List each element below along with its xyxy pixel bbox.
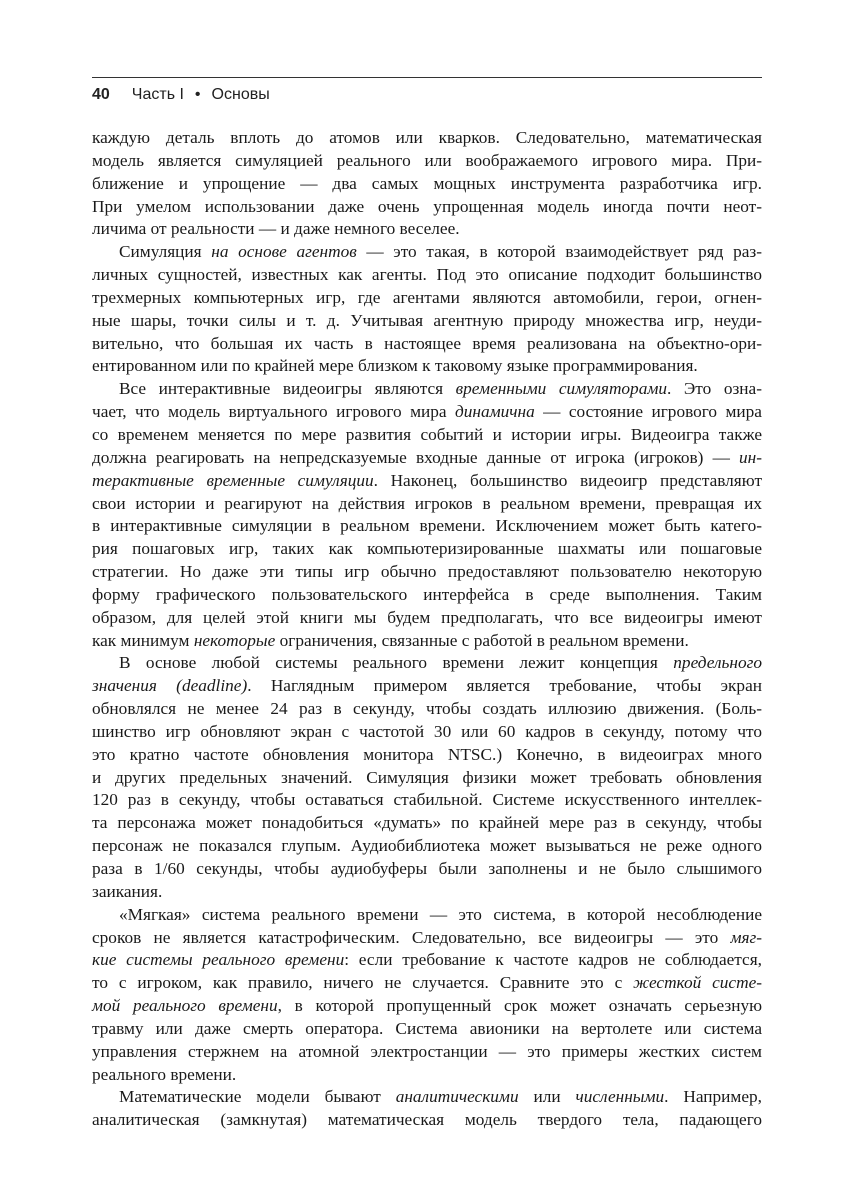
text-line: [92, 949, 762, 972]
paragraph: [92, 378, 762, 652]
text-line: [92, 218, 762, 241]
text-run: трехмерных компьютерных игр, где агентами являются автомобили, герои, огнен-: [92, 287, 762, 307]
text-run: . Наглядным примером является требование, чтобы экран: [247, 676, 762, 696]
text-run: управления стержнем на атомной электростанции — это примеры жестких систем: [92, 1041, 762, 1061]
text-run: При умелом использовании даже очень упрощенная модель иногда почти неот-: [92, 196, 762, 216]
text-run: ентированном или по крайней мере близком к таковому языке программирования.: [92, 356, 698, 376]
text-run: свои истории и реагируют на действия игроков в реальном времени, превращая их: [92, 493, 762, 513]
text-line: [92, 972, 762, 995]
section-label: Основы: [211, 86, 270, 103]
text-run: или: [518, 1087, 576, 1107]
text-line: [92, 927, 762, 950]
paragraph: [92, 904, 762, 1087]
italic-term: терактивные временные симуляции: [92, 470, 374, 490]
text-run: обновлялся не менее 24 раз в секунду, чтобы создать иллюзию движения. (Боль-: [92, 699, 762, 719]
text-line: [92, 333, 762, 356]
text-run: реального времени.: [92, 1064, 237, 1084]
text-run: и других предельных значений. Симуляция физики может требовать обновления: [92, 767, 762, 787]
text-run: травму или даже смерть оператора. Система авионики на вертолете или система: [92, 1018, 762, 1038]
text-line: [92, 1018, 762, 1041]
text-run: раза в 1/60 секунды, чтобы аудиобуферы были заполнены и не было слышимого: [92, 859, 762, 878]
text-run: образом, для целей этой книги мы будем предполагать, что все видеоигры имеют: [92, 607, 762, 627]
text-run: Симуляция: [119, 242, 212, 262]
text-run: «Мягкая» система реального времени — это система, в которой несоблюдение: [119, 904, 762, 924]
body-text: [92, 127, 762, 1132]
paragraph: [92, 1086, 762, 1132]
text-run: шинство игр обновляют экран с частотой 30 или 60 кадров в секунду, потому что: [92, 721, 762, 741]
text-run: это кратно частоте обновления монитора NTSC.) Конечно, в видеоиграх много: [92, 744, 762, 764]
text-line: [92, 378, 762, 401]
italic-term: жесткой систе-: [633, 973, 763, 993]
text-run: личных сущностей, известных как агенты. Под это описание подходит большинство: [92, 265, 762, 285]
running-header: [92, 84, 762, 106]
paragraph: [92, 241, 762, 378]
text-line: [92, 173, 762, 196]
text-run: . Например,: [664, 1087, 762, 1107]
text-run: каждую деталь вплоть до атомов или кварков. Следовательно, математическая: [92, 128, 762, 147]
text-line: [92, 904, 762, 927]
text-run: стратегии. Но даже эти типы игр обычно предоставляют пользователю некоторую: [92, 562, 762, 582]
italic-term: значения (deadline): [92, 676, 248, 696]
italic-term: предельного: [673, 653, 762, 673]
text-run: В основе любой системы реального времени лежит концепция: [119, 653, 674, 673]
part-label: Часть I: [131, 86, 184, 103]
text-run: аналитическая (замкнутая) математическая модель твердого тела, падающего: [92, 1110, 762, 1130]
text-run: Математические модели бывают: [119, 1087, 396, 1107]
text-line: [92, 493, 762, 516]
text-line: [92, 767, 762, 790]
text-line: [92, 744, 762, 767]
text-line: [92, 310, 762, 333]
text-run: — состояние игрового мира: [534, 402, 762, 422]
text-run: : если требование к частоте кадров не соблюдается,: [344, 950, 762, 970]
italic-term: численными: [575, 1087, 665, 1107]
italic-term: аналитическими: [395, 1087, 519, 1107]
text-run: ближение и упрощение — два самых мощных инструмента разработчика игр.: [92, 173, 762, 193]
text-run: персонаж не показался глупым. Аудиобиблиотека может вызываться не реже одного: [92, 836, 762, 856]
text-run: модель является симуляцией реального или воображаемого игрового мира. При-: [92, 150, 762, 170]
text-run: ные шары, точки силы и т. д. Учитывая агентную природу множества игр, неуди-: [92, 310, 762, 330]
text-run: должна реагировать на непредсказуемые входные данные от игрока (игроков) —: [92, 447, 740, 467]
italic-term: мяг-: [730, 927, 762, 947]
text-run: форму графического пользовательского интерфейса в среде выполнения. Таким: [92, 584, 762, 604]
text-line: [92, 789, 762, 812]
italic-term: ин-: [739, 447, 762, 467]
text-line: [92, 630, 762, 653]
text-line: [92, 355, 762, 378]
text-line: [92, 127, 762, 150]
text-run: рия пошаговых игр, таких как компьютеризированные шахматы или пошаговые: [92, 539, 762, 559]
text-run: — это такая, в которой взаимодействует ряд раз-: [356, 242, 762, 262]
text-line: [92, 561, 762, 584]
italic-term: кие системы реального времени: [92, 950, 345, 970]
text-run: в интерактивные симуляции в реальном времени. Исключением может быть катего-: [92, 516, 762, 536]
paragraph: [92, 652, 762, 903]
text-run: как минимум: [92, 630, 194, 650]
text-line: [92, 607, 762, 630]
text-run: , в которой пропущенный срок может означать серьезную: [277, 996, 762, 1016]
text-line: [92, 515, 762, 538]
text-line: [92, 721, 762, 744]
header-rule: [92, 77, 762, 78]
text-run: вительно, что большая их часть в настоящее время реализована на объектно-ори-: [92, 333, 762, 353]
text-line: [92, 584, 762, 607]
text-run: Все интерактивные видеоигры являются: [119, 379, 456, 399]
text-line: [92, 1041, 762, 1064]
text-line: [92, 447, 762, 470]
text-line: [92, 881, 762, 904]
text-run: 120 раз в секунду, чтобы оставаться стабильной. Системе искусственного интеллек-: [92, 790, 762, 810]
text-run: то с игроком, как правило, ничего не случается. Сравните это с: [92, 973, 634, 993]
text-line: [92, 424, 762, 447]
paragraph: [92, 127, 762, 241]
text-run: ограничения, связанные с работой в реальном времени.: [275, 630, 689, 650]
text-line: [92, 241, 762, 264]
text-line: [92, 150, 762, 173]
text-line: [92, 835, 762, 858]
text-line: [92, 1064, 762, 1087]
text-run: . Это озна-: [667, 379, 762, 399]
text-line: [92, 812, 762, 835]
text-line: [92, 1109, 762, 1132]
text-line: [92, 264, 762, 287]
text-run: личима от реальности — и даже немного веселее.: [92, 219, 460, 239]
italic-term: на основе агентов: [211, 242, 357, 262]
text-run: сроков не является катастрофическим. Следовательно, все видеоигры — это: [92, 927, 731, 947]
text-run: . Наконец, большинство видеоигр представляют: [373, 470, 762, 490]
italic-term: временными симуляторами: [455, 379, 668, 399]
text-run: та персонажа может понадобиться «думать» по крайней мере раз в секунду, чтобы: [92, 813, 762, 833]
header-bullet: •: [194, 86, 201, 103]
italic-term: мой реального времени: [92, 996, 278, 1016]
text-line: [92, 698, 762, 721]
text-line: [92, 401, 762, 424]
text-line: [92, 470, 762, 493]
text-line: [92, 858, 762, 881]
text-line: [92, 995, 762, 1018]
text-run: чает, что модель виртуального игрового мира: [92, 402, 456, 422]
page-number: 40: [92, 86, 110, 103]
text-line: [92, 287, 762, 310]
text-line: [92, 675, 762, 698]
text-line: [92, 196, 762, 219]
text-run: со временем меняется по мере развития событий и истории игры. Видеоигра также: [92, 424, 762, 444]
text-line: [92, 652, 762, 675]
italic-term: динамична: [455, 402, 535, 422]
text-line: [92, 538, 762, 561]
text-run: заикания.: [92, 881, 163, 901]
text-line: [92, 1086, 762, 1109]
italic-term: некоторые: [193, 630, 276, 650]
